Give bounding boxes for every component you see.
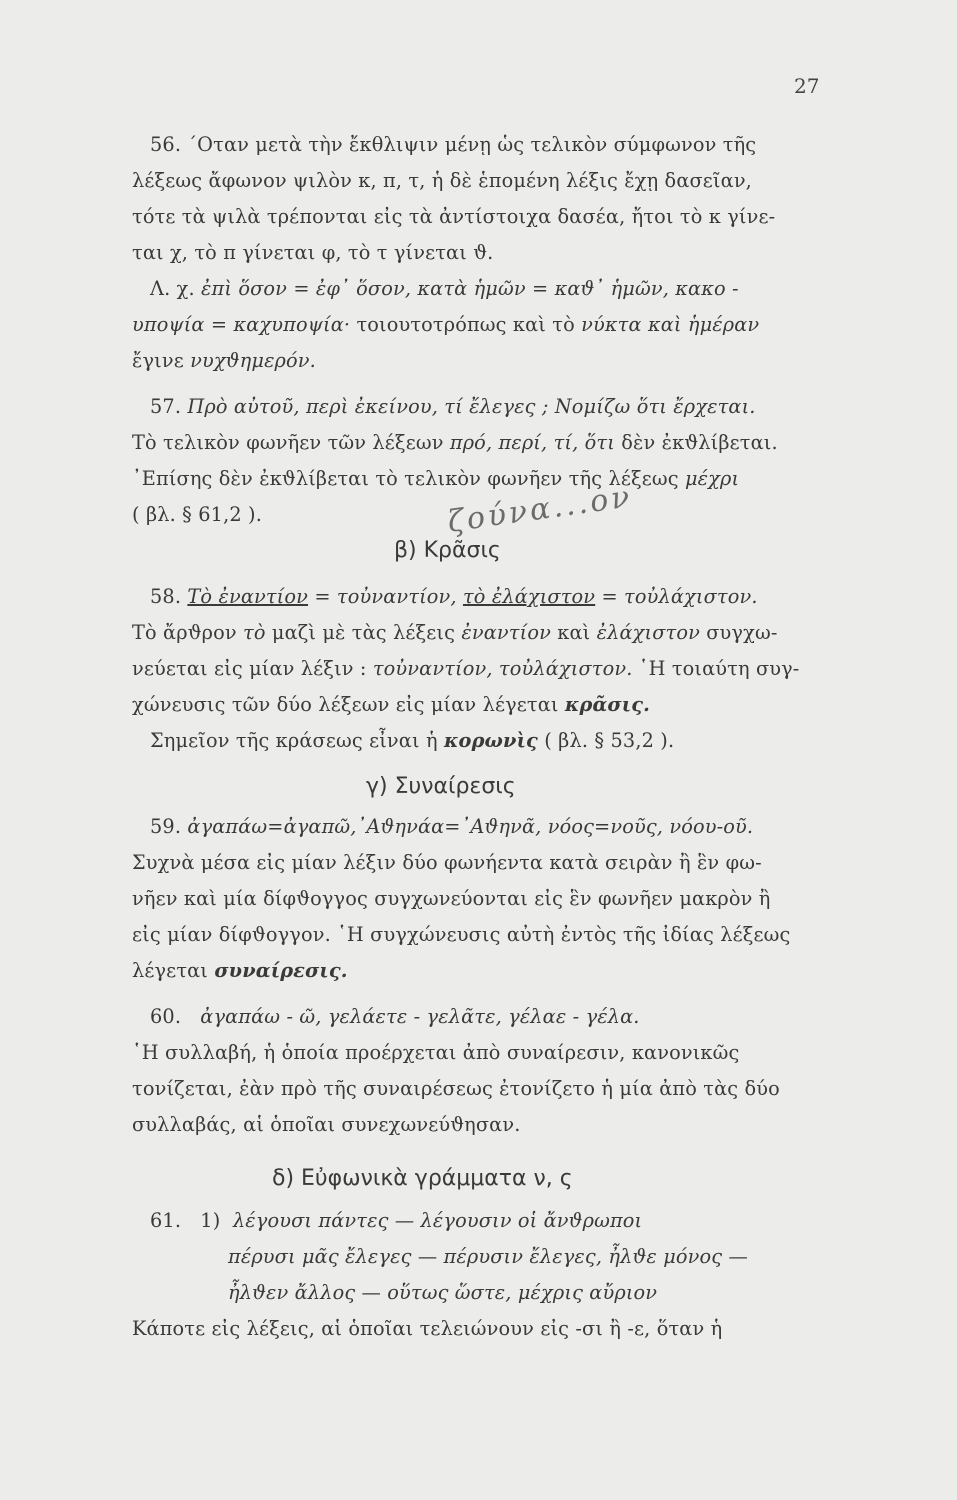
p59-line-4: εἰς μίαν δίφϑογγον. ῾Η συγχώνευσις αὐτὴ ἐντὸς τῆς ἰδίας λέξεως	[132, 923, 791, 946]
p58-t10: ῾Η τοιαύτη συγ-	[638, 657, 800, 680]
p58-example-2: = τοὐναντίον,	[314, 585, 457, 608]
p59-line-5	[132, 953, 827, 989]
p61-example-1: λέγουσι πάντες — λέγουσιν οἱ ἄνϑρωποι	[232, 1209, 643, 1232]
p59-line-2: Συχνὰ μέσα εἰς μίαν λέξιν δύο φωνήεντα κατὰ σειρὰν ἢ ἓν φω-	[132, 851, 762, 874]
p59-line-1	[132, 809, 827, 845]
p59-term: συναίρεσις.	[214, 959, 348, 982]
p56-example-3: νύκτα καὶ ἡμέραν	[581, 313, 760, 336]
p58-t2: τὸ	[243, 621, 266, 644]
p58-line-4	[132, 687, 827, 723]
p58-t1: Τὸ ἄρϑρον	[132, 621, 237, 644]
p56-example-label: Λ. χ.	[150, 277, 195, 300]
p60-number: 60.	[150, 1005, 182, 1028]
p57-line-4: ( βλ. § 61,2 ).	[132, 503, 263, 526]
page-body	[132, 127, 827, 1347]
p56-text: τοιουτοτρόπως καὶ τὸ	[356, 313, 575, 336]
p56-line-1: 56. ΄Οταν μετὰ τὴν ἔκθλιψιν μένῃ ὡς τελικὸν σύμφωνον τῆς	[150, 133, 757, 156]
p56-line-4: ται χ, τὸ π γίνεται φ, τὸ τ γίνεται ϑ.	[132, 241, 494, 264]
p59-number: 59.	[150, 815, 182, 838]
p58-t3: μαζὶ μὲ τὰς λέξεις	[271, 621, 456, 644]
p56-example-4: νυχϑημερόν.	[190, 349, 316, 372]
section-heading-krasis: β) Κρᾶσις	[394, 538, 501, 563]
p59-example: ἀγαπάω=ἀγαπῶ,᾽Αϑηνάα=᾽Αϑηνᾶ, νόος=νοῦς, νόου-οῦ.	[187, 815, 754, 838]
p56-line-5	[132, 271, 827, 307]
p57-line-1	[132, 389, 827, 425]
p56-line-7	[132, 343, 827, 379]
p58-example-3: τὸ ἐλάχιστον	[462, 585, 596, 608]
section-heading-euphonic: δ) Εὐφωνικὰ γράμματα ν, ς	[272, 1166, 573, 1191]
p58-t12: Σημεῖον τῆς κράσεως εἶναι ἡ	[150, 729, 438, 752]
p58-line-2	[132, 615, 827, 651]
p58-t6: ἐλάχιστον	[596, 621, 700, 644]
p56-line-3: τότε τὰ ψιλὰ τρέπονται εἰς τὰ ἀντίστοιχα δασέα, ἤτοι τὸ κ γίνε-	[132, 205, 776, 228]
p58-t4: ἐναντίον	[461, 621, 551, 644]
p58-example-4: = τοὐλάχιστον.	[601, 585, 758, 608]
p58-t11: χώνευσις τῶν δύο λέξεων εἰς μίαν λέγεται	[132, 693, 559, 716]
p56-line-6	[132, 307, 827, 343]
p61-line-2: πέρυσι μᾶς ἔλεγες — πέρυσιν ἔλεγες, ἦλϑε μόνος —	[228, 1245, 748, 1268]
p57-line-2	[132, 425, 827, 461]
p60-line-1	[132, 999, 827, 1035]
p58-t5: καὶ	[557, 621, 591, 644]
p58-term-koronis: κορωνὶς	[443, 729, 538, 752]
p57-word-mechri: μέχρι	[684, 467, 740, 490]
p58-t9: τοὐναντίον, τοὐλάχιστον.	[372, 657, 633, 680]
p57-number: 57.	[150, 395, 182, 418]
p61-number: 61.	[150, 1209, 182, 1232]
p56-line-2: λέξεως ἄφωνον ψιλὸν κ, π, τ, ἡ δὲ ἑπομένη λέξις ἔχῃ δασεῖαν,	[132, 169, 752, 192]
p60-example: ἀγαπάω - ῶ, γελάετε - γελᾶτε, γέλαε - γέλα.	[200, 1005, 640, 1028]
p61-item: 1)	[200, 1209, 221, 1232]
p56-text-2: ἔγινε	[132, 349, 184, 372]
p57-line-3	[132, 461, 827, 497]
p58-t8: νεύεται εἰς μίαν λέξιν :	[132, 657, 367, 680]
p60-line-4: συλλαβάς, αἱ ὁποῖαι συνεχωνεύϑησαν.	[132, 1113, 521, 1136]
p58-term-krasis: κρᾶσις.	[564, 693, 651, 716]
section-heading-synairesis: γ) Συναίρεσις	[366, 774, 516, 799]
page-number: 27	[794, 74, 820, 98]
handwritten-annotation: ζούνα...ον	[445, 479, 635, 540]
p60-line-2: ῾Η συλλαβή, ἡ ὁποία προέρχεται ἀπὸ συναίρεσιν, κανονικῶς	[132, 1041, 740, 1064]
p59-t1: λέγεται	[132, 959, 209, 982]
p57-text-c: ᾽Επίσης δὲν ἐκϑλίβεται τὸ τελικὸν φωνῆεν τῆς λέξεως	[132, 467, 679, 490]
p58-line-5	[132, 723, 827, 759]
p61-line-1	[132, 1203, 827, 1239]
p58-t13: ( βλ. § 53,2 ).	[544, 729, 675, 752]
p59-line-3: νῆεν καὶ μία δίφϑογγος συγχωνεύονται εἰς ἓν φωνῆεν μακρὸν ἢ	[132, 887, 771, 910]
p56-example-2: υποψία = καχυποψία·	[132, 313, 351, 336]
p57-text-b: δὲν ἐκϑλίβεται.	[621, 431, 778, 454]
p58-line-1	[132, 579, 827, 615]
p57-example: Πρὸ αὐτοῦ, περὶ ἐκείνου, τί ἔλεγες ; Νομίζω ὅτι ἔρχεται.	[187, 395, 756, 418]
p56-example-1: ἐπὶ ὅσον = ἐφ᾽ ὅσον, κατὰ ἡμῶν = καϑ᾽ ἡμῶν, κακο -	[201, 277, 739, 300]
p61-line-4: Κάποτε εἰς λέξεις, αἱ ὁποῖαι τελειώνουν εἰς -σι ἢ -ε, ὅταν ἡ	[132, 1317, 723, 1340]
p58-line-3	[132, 651, 827, 687]
p58-t7: συγχω-	[706, 621, 778, 644]
p58-number: 58.	[150, 585, 182, 608]
p58-example-1: Τὸ ἐναντίον	[187, 585, 309, 608]
p57-text-a: Τὸ τελικὸν φωνῆεν τῶν λέξεων	[132, 431, 444, 454]
p60-line-3: τονίζεται, ἐὰν πρὸ τῆς συναιρέσεως ἐτονίζετο ἡ μία ἀπὸ τὰς δύο	[132, 1077, 780, 1100]
p61-line-3: ἦλϑεν ἄλλος — οὕτως ὥστε, μέχρις αὔριον	[228, 1281, 658, 1304]
p57-words: πρό, περί, τί, ὅτι	[449, 431, 615, 454]
